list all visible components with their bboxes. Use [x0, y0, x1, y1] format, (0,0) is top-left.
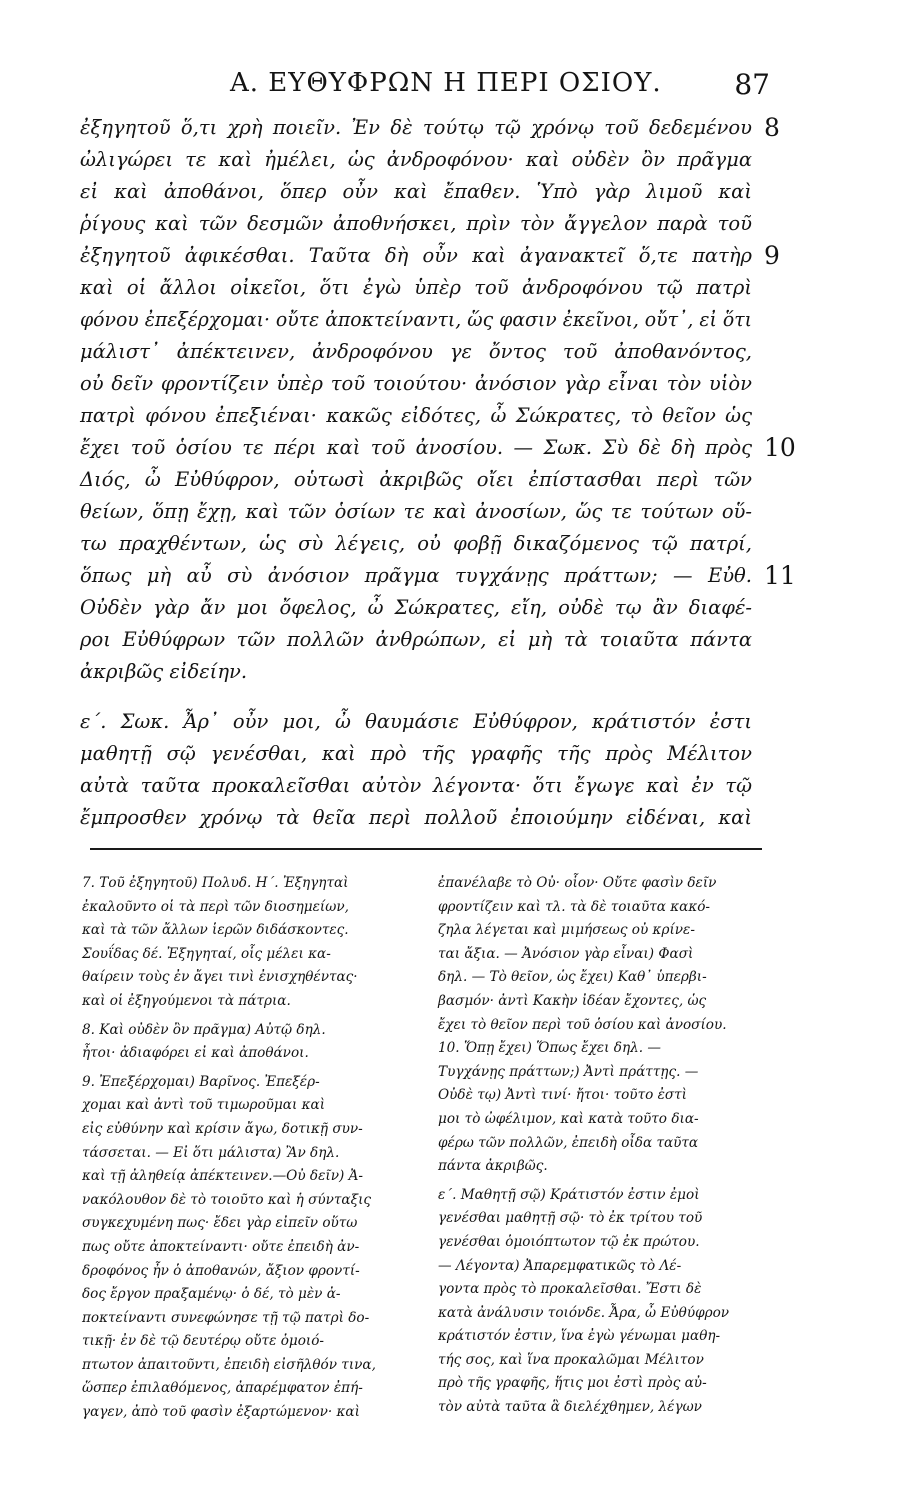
footnote-line: θαίρειν τοὺς ἐν ἄγει τινὶ ἐνισχηθέντας· [82, 969, 358, 986]
footnote-line: Οὐδὲ τῳ) Ἀντὶ τινί· ἤτοι· τοῦτο ἐστὶ [438, 1087, 688, 1104]
text-line [80, 240, 780, 272]
footnote-line: φέρω τῶν πολλῶν, ἐπειδὴ οἶδα ταῦτα [438, 1134, 699, 1151]
line-text: πατρὶ φόνου ἐπεξιέναι· κακῶς εἰδότες, ὦ Σώκρατες, τὸ θεῖον ὡς [80, 404, 752, 427]
footnote-line: μοι τὸ ὠφέλιμον, καὶ κατὰ τοῦτο δια- [438, 1110, 699, 1127]
text-line [80, 802, 752, 834]
footnote-line: δος ἔργον πραξαμένῳ· ὁ δέ, τὸ μὲν ἀ- [82, 1286, 341, 1303]
footnote-rule [90, 848, 762, 850]
section-number: 11 [764, 561, 796, 590]
footnotes-left-column [82, 872, 422, 1425]
footnote-line: γαγεν, ἀπὸ τοῦ φασὶν ἐξαρτώμενον· καὶ [82, 1404, 360, 1421]
text-line [80, 272, 752, 304]
line-text: εἰ καὶ ἀποθάνοι, ὅπερ οὖν καὶ ἔπαθεν. Ὑπὸ γὰρ λιμοῦ καὶ [80, 180, 752, 203]
footnote-line: ποκτείναντι συνεφώνησε τῇ τῷ πατρὶ δο- [82, 1309, 370, 1326]
line-text: ἔμπροσθεν χρόνῳ τὰ θεῖα περὶ πολλοῦ ἐποιούμην εἰδέναι, καὶ [80, 806, 752, 829]
text-line [80, 144, 752, 176]
line-text: ροι Εὐθύφρων τῶν πολλῶν ἀνθρώπων, εἰ μὴ τὰ τοιαῦτα πάντα [80, 628, 752, 651]
section-number: 8 [764, 113, 780, 142]
page-number: 87 [734, 68, 770, 101]
section-number: 10 [764, 433, 796, 462]
footnote-line: πτωτον ἀπαιτοῦντι, ἐπειδὴ εἰσῆλθόν τινα, [82, 1356, 376, 1373]
text-line [80, 624, 752, 656]
footnote-line: ὥσπερ ἐπιλαθόμενος, ἀπαρέμφατον ἐπή- [82, 1380, 363, 1397]
line-text: ἐξηγητοῦ ἀφικέσθαι. Ταῦτα δὴ οὖν καὶ ἀγανακτεῖ ὅ,τε πατὴρ [80, 244, 752, 267]
text-line [80, 706, 752, 738]
footnote-line: γενέσθαι ὁμοιόπτωτον τῷ ἐκ πρώτου. [438, 1233, 700, 1250]
line-text: ἀκριβῶς εἰδείην. [80, 660, 248, 683]
line-text: Διός, ὦ Εὐθύφρον, οὑτωσὶ ἀκριβῶς οἴει ἐπίστασθαι περὶ τῶν [80, 468, 752, 491]
footnote-line: Τυγχάνῃς πράττων;) Ἀντὶ πράττῃς. — [438, 1063, 699, 1080]
text-line [80, 368, 752, 400]
line-text: ῥίγους καὶ τῶν δεσμῶν ἀποθνήσκει, πρὶν τὸν ἄγγελον παρὰ τοῦ [80, 212, 752, 235]
footnote-line: 7. Τοῦ ἐξηγητοῦ) Πολυδ. Η΄. Ἐξηγηταὶ [82, 875, 349, 891]
line-text: αὐτὰ ταῦτα προκαλεῖσθαι αὐτὸν λέγοντα· ὅτι ἔγωγε καὶ ἐν τῷ [80, 774, 752, 797]
footnote-line: καὶ τῇ ἀληθείᾳ ἀπέκτεινεν.—Οὐ δεῖν) Ἀ- [82, 1168, 364, 1185]
footnote-line: τάσσεται. — Εἰ ὅτι μάλιστα) Ἂν δηλ. [82, 1144, 340, 1161]
footnotes-right-column [438, 872, 783, 1420]
line-text: Οὐδὲν γὰρ ἄν μοι ὄφελος, ὦ Σώκρατες, εἴη, οὐδὲ τῳ ἂν διαφέ- [80, 596, 752, 619]
running-head: Α. ΕΥΘΥΦΡΩΝ Η ΠΕΡΙ ΟΣΙΟΥ. [230, 68, 662, 98]
main-text [80, 112, 796, 834]
footnote-line: ται ἄξια. — Ἀνόσιον γὰρ εἶναι) Φασὶ [438, 945, 694, 962]
footnote-line: συγκεχυμένη πως· ἔδει γὰρ εἰπεῖν οὕτω [82, 1215, 358, 1232]
text-line [80, 400, 752, 432]
text-line [80, 496, 752, 528]
line-text: θείων, ὅπῃ ἔχῃ, καὶ τῶν ὁσίων τε καὶ ἀνοσίων, ὥς τε τούτων οὕ- [80, 500, 752, 523]
text-line [80, 770, 752, 802]
footnote-line: 9. Ἐπεξέρχομαι) Βαρῖνος. Ἐπεξέρ- [82, 1073, 320, 1090]
footnote-line: καὶ τὰ τῶν ἄλλων ἱερῶν διδάσκοντες. [82, 922, 349, 939]
line-text: τω πραχθέντων, ὡς σὺ λέγεις, οὐ φοβῇ δικαζόμενος τῷ πατρί, [80, 532, 752, 555]
footnote-line: ε΄. Μαθητῇ σῷ) Κράτιστόν ἐστιν ἐμοὶ [438, 1186, 700, 1203]
text-line [80, 208, 752, 240]
footnote-line: πρὸ τῆς γραφῆς, ἥτις μοι ἐστὶ πρὸς αὐ- [438, 1375, 707, 1392]
text-line [80, 336, 752, 368]
line-text: φόνου ἐπεξέρχομαι· οὔτε ἀποκτείναντι, ὥς φασιν ἐκεῖνοι, οὔτ᾿, εἰ ὅτι [80, 308, 752, 331]
line-text: ἐξηγητοῦ ὅ,τι χρὴ ποιεῖν. Ἐν δὲ τούτῳ τῷ χρόνῳ τοῦ δεδεμένου [80, 116, 752, 139]
line-text: μαθητῇ σῷ γενέσθαι, καὶ πρὸ τῆς γραφῆς τῆς πρὸς Μέλιτον [80, 742, 752, 765]
footnote-line: δηλ. — Τὸ θεῖον, ὡς ἔχει) Καθ᾿ ὑπερβι- [438, 969, 707, 986]
line-text: οὐ δεῖν φροντίζειν ὑπὲρ τοῦ τοιούτου· ἀνόσιον γὰρ εἶναι τὸν υἱὸν [80, 372, 752, 395]
section-number: 9 [764, 241, 780, 270]
footnote-line: — Λέγοντα) Ἀπαρεμφατικῶς τὸ Λέ- [438, 1257, 682, 1274]
footnote-line: πάντα ἀκριβῶς. [438, 1158, 548, 1175]
footnote-line: τικῇ· ἐν δὲ τῷ δευτέρῳ οὔτε ὁμοιό- [82, 1333, 325, 1350]
footnote-line: ζηλα λέγεται καὶ μιμήσεως οὐ κρίνε- [438, 922, 695, 939]
footnote-line: 10. Ὅπῃ ἔχει) Ὅπως ἔχει δηλ. — [438, 1040, 661, 1057]
footnote-line: τὸν αὐτὰ ταῦτα ἃ διελέχθημεν, λέγων [438, 1399, 702, 1416]
footnote-line: εἰς εὐθύνην καὶ κρίσιν ἄγω, δοτικῇ συν- [82, 1120, 363, 1137]
footnote-line: ἔχει τὸ θεῖον περὶ τοῦ ὁσίου καὶ ἀνοσίου. [438, 1016, 727, 1033]
footnote-line: Σουΐδας δέ. Ἐξηγηταί, οἷς μέλει κα- [82, 945, 331, 962]
text-line [80, 464, 752, 496]
footnote-line: κατὰ ἀνάλυσιν τοιόνδε. Ἆρα, ὦ Εὐθύφρον [438, 1304, 730, 1321]
footnote-line: φροντίζειν καὶ τλ. τὰ δὲ τοιαῦτα κακό- [438, 898, 711, 915]
line-text: μάλιστ᾿ ἀπέκτεινεν, ἀνδροφόνου γε ὄντος τοῦ ἀποθανόντος, [80, 340, 752, 363]
footnote-line: νακόλουθον δὲ τὸ τοιοῦτο καὶ ἡ σύνταξις [82, 1191, 372, 1208]
text-line [80, 738, 752, 770]
footnote-line: πως οὔτε ἀποκτείναντι· οὔτε ἐπειδὴ ἀν- [82, 1238, 360, 1255]
text-line [80, 592, 752, 624]
footnote-line: 8. Καὶ οὐδὲν ὂν πρᾶγμα) Αὐτῷ δηλ. [82, 1021, 326, 1038]
text-line [80, 528, 752, 560]
footnote-line: ἦτοι· ἀδιαφόρει εἰ καὶ ἀποθάνοι. [82, 1045, 309, 1062]
text-line [80, 112, 780, 144]
footnote-line: καὶ οἱ ἐξηγούμενοι τὰ πάτρια. [82, 992, 291, 1009]
text-line [80, 432, 796, 464]
line-text: ὅπως μὴ αὖ σὺ ἀνόσιον πρᾶγμα τυγχάνῃς πράττων; — Εὐθ. [80, 564, 752, 587]
line-text: ἔχει τοῦ ὁσίου τε πέρι καὶ τοῦ ἀνοσίου. — Σωκ. Σὺ δὲ δὴ πρὸς [80, 436, 752, 459]
text-line [80, 656, 752, 688]
page-header [80, 68, 780, 108]
footnote-line: τής σος, καὶ ἵνα προκαλῶμαι Μέλιτον [438, 1351, 704, 1368]
text-line [80, 176, 752, 208]
footnote-line: ἐπανέλαβε τὸ Οὐ· οἷον· Οὔτε φασὶν δεῖν [438, 875, 717, 891]
text-line [80, 560, 796, 592]
line-text: ὠλιγώρει τε καὶ ἠμέλει, ὡς ἀνδροφόνου· καὶ οὐδὲν ὂν πρᾶγμα [80, 148, 752, 171]
footnote-line: δροφόνος ἦν ὁ ἀποθανών, ἄξιον φροντί- [82, 1262, 360, 1279]
text-line [80, 304, 752, 336]
footnote-line: ἐκαλοῦντο οἱ τὰ περὶ τῶν διοσημείων, [82, 898, 349, 915]
footnote-line: γοντα πρὸς τὸ προκαλεῖσθαι. Ἔστι δὲ [438, 1281, 702, 1298]
footnote-line: κράτιστόν ἐστιν, ἵνα ἐγὼ γένωμαι μαθη- [438, 1328, 721, 1345]
footnote-line: χομαι καὶ ἀντὶ τοῦ τιμωροῦμαι καὶ [82, 1097, 326, 1114]
footnote-line: βασμόν· ἀντὶ Κακὴν ἰδέαν ἔχοντες, ὡς [438, 992, 707, 1009]
footnote-line: γενέσθαι μαθητῇ σῷ· τὸ ἐκ τρίτου τοῦ [438, 1210, 703, 1227]
line-text: ε΄. Σωκ. Ἆρ᾿ οὖν μοι, ὦ θαυμάσιε Εὐθύφρον, κράτιστόν ἐστι [80, 710, 752, 733]
line-text: καὶ οἱ ἄλλοι οἰκεῖοι, ὅτι ἐγὼ ὑπὲρ τοῦ ἀνδροφόνου τῷ πατρὶ [80, 276, 752, 299]
